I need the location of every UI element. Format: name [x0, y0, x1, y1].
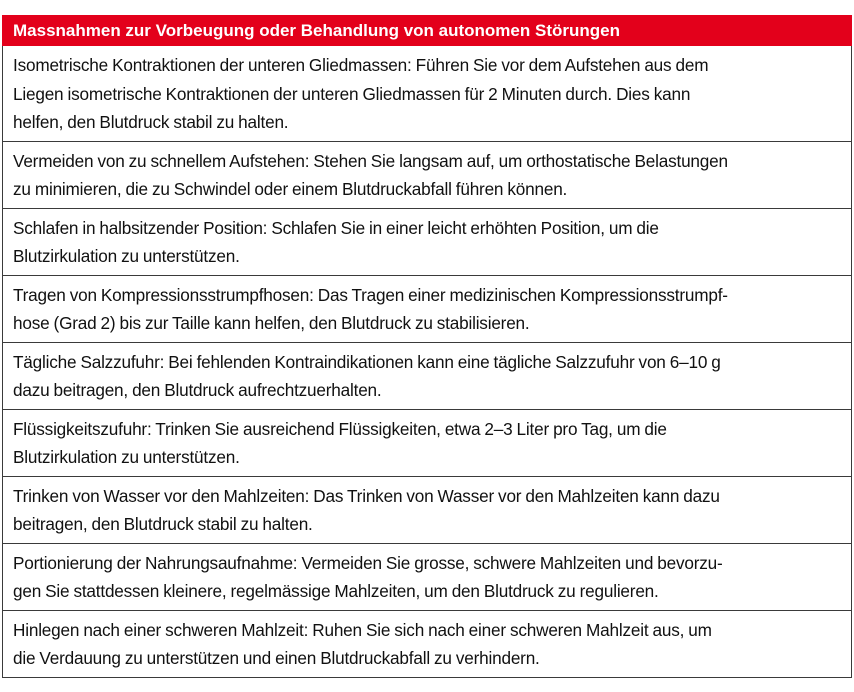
measure-cell: [3, 610, 852, 677]
measure-text-line: gen Sie stattdessen kleinere, regelmässige Mahlzeiten, um den Blutdruck zu regulieren.: [13, 581, 659, 601]
measure-cell: [3, 476, 852, 543]
table-row: [3, 610, 852, 677]
table-header: Massnahmen zur Vorbeugung oder Behandlung von autonomen Störungen: [3, 16, 852, 46]
measures-table: [2, 15, 852, 678]
table-row: [3, 476, 852, 543]
measure-text-line: dazu beitragen, den Blutdruck aufrechtzuerhalten.: [13, 380, 382, 400]
measure-text-line: Vermeiden von zu schnellem Aufstehen: Stehen Sie langsam auf, um orthostatische Belastungen: [13, 150, 728, 171]
measure-text-line: Liegen isometrische Kontraktionen der unteren Gliedmassen für 2 Minuten durch. Dies kann: [13, 83, 691, 104]
table-row: [3, 409, 852, 476]
table-row: [3, 275, 852, 342]
table-row: [3, 543, 852, 610]
measures-table-container: [2, 15, 852, 678]
measure-text-line: hose (Grad 2) bis zur Taille kann helfen, den Blutdruck zu stabilisieren.: [13, 313, 530, 333]
measure-text-line: die Verdauung zu unterstützen und einen Blutdruckabfall zu verhindern.: [13, 648, 540, 668]
table-row: [3, 46, 852, 142]
table-row: [3, 342, 852, 409]
measure-text-line: Tägliche Salzzufuhr: Bei fehlenden Kontraindikationen kann eine tägliche Salzzufuhr von 6–10 g: [13, 351, 721, 372]
measure-cell: [3, 208, 852, 275]
measure-cell: [3, 543, 852, 610]
measure-text-line: beitragen, den Blutdruck stabil zu halten.: [13, 514, 313, 534]
table-row: [3, 208, 852, 275]
measure-text-line: Tragen von Kompressionsstrumpfhosen: Das Tragen einer medizinischen Kompressionsstrumpf-: [13, 284, 728, 305]
measure-text-line: Blutzirkulation zu unterstützen.: [13, 447, 240, 467]
measure-text-line: Portionierung der Nahrungsaufnahme: Vermeiden Sie grosse, schwere Mahlzeiten und bevorzu-: [13, 552, 723, 573]
measure-text-line: Schlafen in halbsitzender Position: Schlafen Sie in einer leicht erhöhten Position, um die: [13, 217, 659, 238]
measure-text-line: Flüssigkeitszufuhr: Trinken Sie ausreichend Flüssigkeiten, etwa 2–3 Liter pro Tag, um die: [13, 418, 667, 439]
measure-text-line: Hinlegen nach einer schweren Mahlzeit: Ruhen Sie sich nach einer schweren Mahlzeit aus, um: [13, 619, 712, 640]
table-body: [3, 46, 852, 678]
table-header-row: [3, 16, 852, 46]
measure-cell: [3, 46, 852, 142]
table-row: [3, 141, 852, 208]
measure-cell: [3, 409, 852, 476]
measure-cell: [3, 141, 852, 208]
measure-text-line: helfen, den Blutdruck stabil zu halten.: [13, 112, 289, 132]
measure-cell: [3, 275, 852, 342]
measure-text-line: Isometrische Kontraktionen der unteren Gliedmassen: Führen Sie vor dem Aufstehen aus dem: [13, 55, 709, 75]
measure-text-line: zu minimieren, die zu Schwindel oder einem Blutdruckabfall führen können.: [13, 179, 568, 199]
measure-text-line: Blutzirkulation zu unterstützen.: [13, 246, 240, 266]
measure-cell: [3, 342, 852, 409]
measure-text-line: Trinken von Wasser vor den Mahlzeiten: Das Trinken von Wasser vor den Mahlzeiten kann dazu: [13, 485, 720, 506]
